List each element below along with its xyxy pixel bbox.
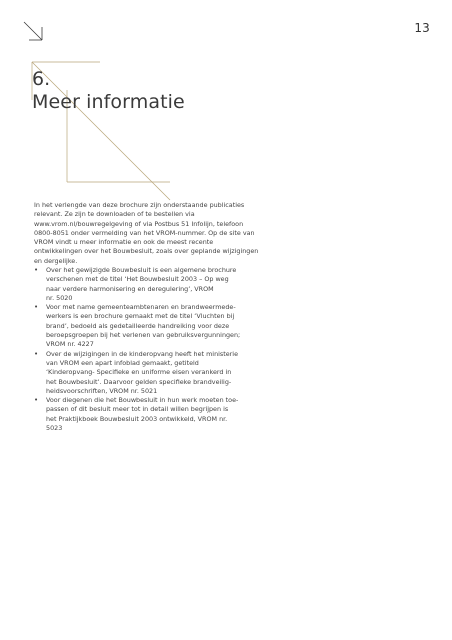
list-item [34,303,262,349]
bullet-icon: • [34,349,39,358]
bullet-icon: • [34,266,39,274]
page-number: 13 [414,21,430,35]
list-item-text: Voor met name gemeenteambtenaren en brandweermede- werkers is een brochure gemaakt met de titel ‘Vluchten bij brand’, bedoeld als gedetailleerde handreiking voor deze beroepsgroepen bij het verlenen van gebruiksvergunningen; VROM nr. 4227 [46,303,241,349]
list-item [34,350,262,396]
section-heading [32,68,185,114]
intro-paragraph: In het verlengde van deze brochure zijn onderstaande publicaties relevant. Ze zijn te downloaden of te bestellen via www.vrom.nl/bouwregelgeving of via Postbus 51 Infolijn, telefoon 0800-8051 onder vermelding van het VROM-nummer. Op de site van VROM vindt u meer informatie en ook de meest recente ontwikkelingen over het Bouwbesluit, zoals over geplande wijzigingen en dergelijke. [34,201,259,265]
list-item-text: Voor diegenen die het Bouwbesluit in hun werk moeten toe- passen of dit besluit meer tot in detail willen begrijpen is het Praktijkboek Bouwbesluit 2003 ontwikkeld, VROM nr. 5023 [46,396,239,433]
section-number: 6. [32,68,51,90]
list-item [34,266,262,303]
bullet-icon: • [34,303,39,312]
list-item [34,396,262,433]
list-item-text: Over de wijzigingen in de kinderopvang heeft het ministerie van VROM een apart infoblad gemaakt, getiteld ‘Kinderopvang- Specifieke en uniforme eisen verankerd in het Bouwbesluit’. Daarvoor gelden specifieke brandveilig- heidsvoorschriften, VROM nr. 5021 [46,349,238,395]
section-title: Meer informatie [32,91,185,113]
list-item-text: Over het gewijzigde Bouwbesluit is een algemene brochure verschenen met de titel ‘Het Bouwbesluit 2003 – Op weg naar verdere harmonisering en deregulering’, VROM nr. 5020 [46,266,237,302]
corner-arrow-icon [24,22,42,40]
bullet-icon: • [34,396,39,405]
reference-list [34,266,262,433]
